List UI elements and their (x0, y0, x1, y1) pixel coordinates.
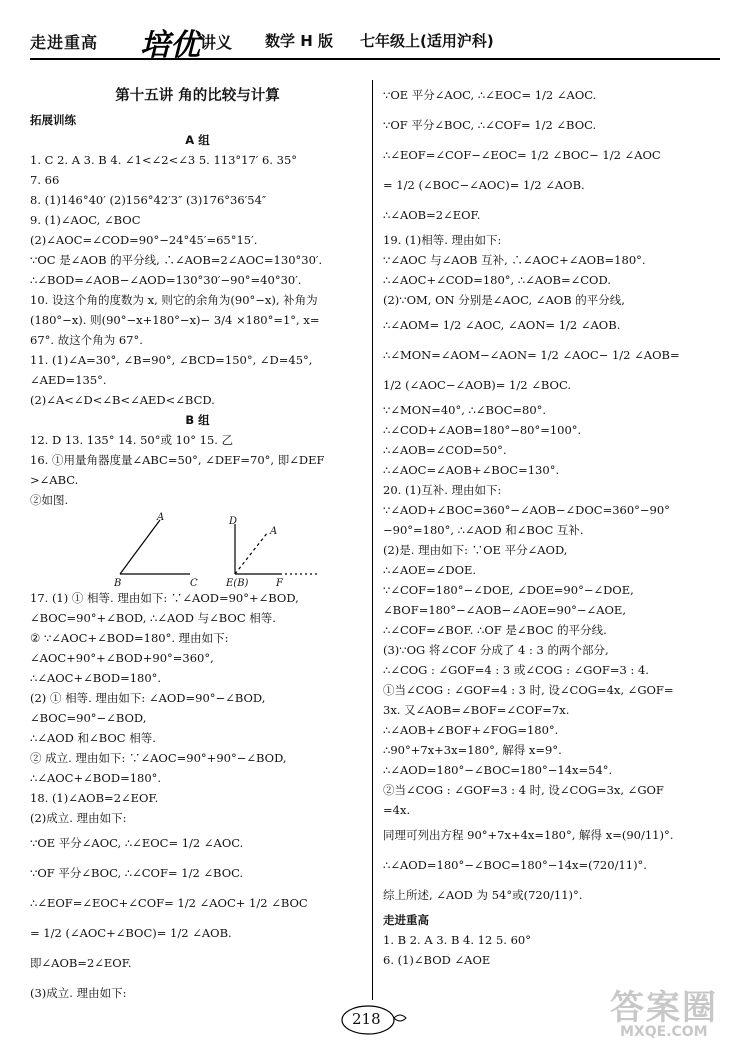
answer-line: ∴∠AOC+∠COD=180°, ∴∠AOB=∠COD. (383, 273, 611, 287)
answer-line: ∴∠MON=∠AOM−∠AON= 1/2 ∠AOC− 1/2 ∠AOB= (383, 348, 680, 362)
answer-line: 1. C 2. A 3. B 4. ∠1<∠2<∠3 5. 113°17′ 6. 35° (30, 153, 298, 167)
running-header (30, 22, 720, 62)
answer-line: ∠AOC+90°+∠BOD+90°=360°, (30, 651, 214, 665)
answer-line: (3)∵OG 将∠COF 分成了 4 : 3 的两个部分, (383, 643, 609, 657)
section-heading: 拓展训练 (30, 113, 76, 127)
answer-line: ②当∠COG : ∠GOF=3 : 4 时, 设∠COG=3x, ∠GOF (383, 783, 664, 797)
column-divider (372, 80, 373, 1000)
q19-answers (383, 230, 723, 310)
answer-line: ∴∠AOB=2∠EOF. (383, 208, 481, 222)
answer-line: ∵OF 平分∠BOC, ∴∠COF= 1/2 ∠BOC. (383, 118, 597, 132)
answer-line: ∠BOF=180°−∠AOB−∠AOE=90°−∠AOE, (383, 603, 626, 617)
header-series: 讲义 (200, 33, 233, 52)
answer-line: ∴∠AOB=∠COD=50°. (383, 443, 507, 457)
answer-line: 16. ①用量角器度量∠ABC=50°, ∠DEF=70°, 即∠DEF (30, 453, 325, 467)
answer-line: ∵OE 平分∠AOC, ∴∠EOC= 1/2 ∠AOC. (383, 88, 597, 102)
group-heading-b: B 组 (185, 413, 210, 427)
answer-line: ①当∠COG : ∠GOF=4 : 3 时, 设∠COG=4x, ∠GOF= (383, 683, 674, 697)
header-brand: 走进重高 (30, 33, 99, 52)
answer-line: 7. 66 (30, 173, 60, 187)
answer-line: (2)成立. 理由如下: (30, 811, 127, 825)
answer-line: 综上所述, ∠AOD 为 54°或(720/11)°. (383, 888, 583, 902)
answer-line: (2)∠A<∠D<∠B<∠AED<∠BCD. (30, 393, 215, 407)
angle-figure (30, 512, 365, 589)
group-b-answers (30, 430, 365, 510)
answer-line: ∴∠AOD 和∠BOC 相等. (30, 731, 156, 745)
section-heading-2: 走进重高 (383, 913, 429, 927)
answer-line: 10. 设这个角的度数为 x, 则它的余角为(90°−x), 补角为 (30, 293, 318, 307)
answer-line: ∴∠AOC=∠AOB+∠BOC=130°. (383, 463, 560, 477)
q18-continued (383, 80, 723, 230)
header-subject: 数学 H 版 (265, 32, 333, 50)
answer-line: = 1/2 (∠BOC−∠AOC)= 1/2 ∠AOB. (383, 178, 585, 192)
answer-line: ∴∠COG : ∠GOF=4 : 3 或∠COG : ∠GOF=3 : 4. (383, 663, 649, 677)
answer-line: ② 成立. 理由如下: ∵∠AOC=90°+90°−∠BOD, (30, 751, 287, 765)
answer-line: ∴∠AOM= 1/2 ∠AOC, ∠AON= 1/2 ∠AOB. (383, 318, 621, 332)
answer-line: (2) ① 相等. 理由如下: ∠AOD=90°−∠BOD, (30, 691, 266, 705)
answer-line: 8. (1)146°40′ (2)156°42′3″ (3)176°36′54″ (30, 193, 267, 207)
label-d: D (229, 516, 238, 527)
label-eb: E(B) (226, 578, 249, 589)
left-column (30, 80, 365, 1008)
answer-line: 17. (1) ① 相等. 理由如下: ∵∠AOD=90°+∠BOD, (30, 591, 299, 605)
header-grade: 七年级上(适用沪科) (360, 32, 494, 50)
answer-line: 即∠AOB=2∠EOF. (30, 956, 132, 970)
answer-line: ∴∠BOD=∠AOB−∠AOD=130°30′−90°=40°30′. (30, 273, 302, 287)
answer-line: 19. (1)相等. 理由如下: (383, 233, 502, 247)
answer-line: ∵∠COF=180°−∠DOE, ∠DOE=90°−∠DOE, (383, 583, 634, 597)
q18-proof (30, 828, 365, 1008)
answer-line: 18. (1)∠AOB=2∠EOF. (30, 791, 159, 805)
answer-line: = 1/2 (∠AOC+∠BOC)= 1/2 ∠AOB. (30, 926, 232, 940)
right-column (383, 80, 723, 970)
answer-line: ∴∠AOD=180°−∠BOC=180°−14x=(720/11)°. (383, 858, 647, 872)
group-a-answers (30, 150, 365, 410)
answer-line: ∴∠EOF=∠EOC+∠COF= 1/2 ∠AOC+ 1/2 ∠BOC (30, 896, 308, 910)
answer-line: ∴∠AOC+∠BOD=180°. (30, 771, 162, 785)
label-f: F (276, 578, 283, 589)
final-answers (383, 930, 723, 970)
answer-line: (3)成立. 理由如下: (30, 986, 127, 1000)
page-number: 218 (352, 1010, 381, 1028)
answer-line: ∵OC 是∠AOB 的平分线, ∴∠AOB=2∠AOC=130°30′. (30, 253, 323, 267)
label-a: A (157, 512, 165, 523)
answer-line: 12. D 13. 135° 14. 50°或 10° 15. 乙 (30, 433, 234, 447)
answer-line: 3x. 又∠AOB=∠BOF=∠COF=7x. (383, 703, 570, 717)
answer-line: ∵∠AOD+∠BOC=360°−∠AOB−∠DOC=360°−90° (383, 503, 670, 517)
answer-line: ∵∠AOC 与∠AOB 互补, ∴∠AOC+∠AOB=180°. (383, 253, 646, 267)
answer-line: ∴∠AOB+∠BOF+∠FOG=180°. (383, 723, 559, 737)
answer-line: =4x. (383, 803, 411, 817)
answer-line: ∵OF 平分∠BOC, ∴∠COF= 1/2 ∠BOC. (30, 866, 244, 880)
answer-line: ∴∠AOD=180°−∠BOC=180°−14x=54°. (383, 763, 613, 777)
lesson-title: 第十五讲 角的比较与计算 (115, 88, 280, 104)
label-c: C (190, 578, 198, 589)
answer-line: 67°. 故这个角为 67°. (30, 333, 143, 347)
answer-line: ②如图. (30, 493, 69, 507)
angle-diagram (30, 512, 360, 582)
answer-line: 1. B 2. A 3. B 4. 12 5. 60° (383, 933, 531, 947)
watermark-url: MXQE.COM (620, 1024, 708, 1040)
answer-line: ∵OE 平分∠AOC, ∴∠EOC= 1/2 ∠AOC. (30, 836, 244, 850)
q17-18-answers (30, 588, 365, 828)
answer-line: ∠BOC=90°+∠BOD, ∴∠AOD 与∠BOC 相等. (30, 611, 276, 625)
watermark-text: 答案圈 (610, 988, 718, 1028)
answer-line: ∴∠EOF=∠COF−∠EOC= 1/2 ∠BOC− 1/2 ∠AOC (383, 148, 661, 162)
label-b: B (114, 578, 122, 589)
answer-line: ∴∠AOE=∠DOE. (383, 563, 477, 577)
answer-line: (2)∠AOC=∠COD=90°−24°45′=65°15′. (30, 233, 258, 247)
answer-line: 9. (1)∠AOC, ∠BOC (30, 213, 141, 227)
q20-conclusion (383, 820, 723, 910)
answer-line: −90°=180°, ∴∠AOD 和∠BOC 互补. (383, 523, 584, 537)
answer-line: 11. (1)∠A=30°, ∠B=90°, ∠BCD=150°, ∠D=45°, (30, 353, 313, 367)
answer-line: 同理可列出方程 90°+7x+4x=180°, 解得 x=(90/11)°. (383, 828, 674, 842)
header-rule (30, 58, 720, 60)
answer-line: ∴∠AOC+∠BOD=180°. (30, 671, 162, 685)
q19-20-answers (383, 400, 723, 820)
answer-line: 6. (1)∠BOD ∠AOE (383, 953, 491, 967)
page-number-badge (338, 1000, 408, 1040)
answer-line: ∴90°+7x+3x=180°, 解得 x=9°. (383, 743, 562, 757)
answer-line: >∠ABC. (30, 473, 79, 487)
answer-line: ∠BOC=90°−∠BOD, (30, 711, 147, 725)
answer-line: (180°−x). 则(90°−x+180°−x)− 3/4 ×180°=1°, x= (30, 313, 320, 327)
answer-line: ∴∠COF=∠BOF. ∴OF 是∠BOC 的平分线. (383, 623, 607, 637)
q19-proof (383, 310, 723, 400)
group-heading-a: A 组 (185, 133, 210, 147)
answer-line: ∵∠MON=40°, ∴∠BOC=80°. (383, 403, 547, 417)
watermark (600, 980, 750, 1050)
answer-line: ∠AED=135°. (30, 373, 107, 387)
answer-line: ② ∵∠AOC+∠BOD=180°. 理由如下: (30, 631, 229, 645)
answer-line: (2)是. 理由如下: ∵OE 平分∠AOD, (383, 543, 568, 557)
answer-line: (2)∵OM, ON 分别是∠AOC, ∠AOB 的平分线, (383, 293, 625, 307)
label-a2: A (270, 526, 278, 537)
answer-line: ∴∠COD+∠AOB=180°−80°=100°. (383, 423, 582, 437)
header-script-logo: 培优 (140, 28, 200, 63)
answer-line: 20. (1)互补. 理由如下: (383, 483, 502, 497)
answer-line: 1/2 (∠AOC−∠AOB)= 1/2 ∠BOC. (383, 378, 571, 392)
